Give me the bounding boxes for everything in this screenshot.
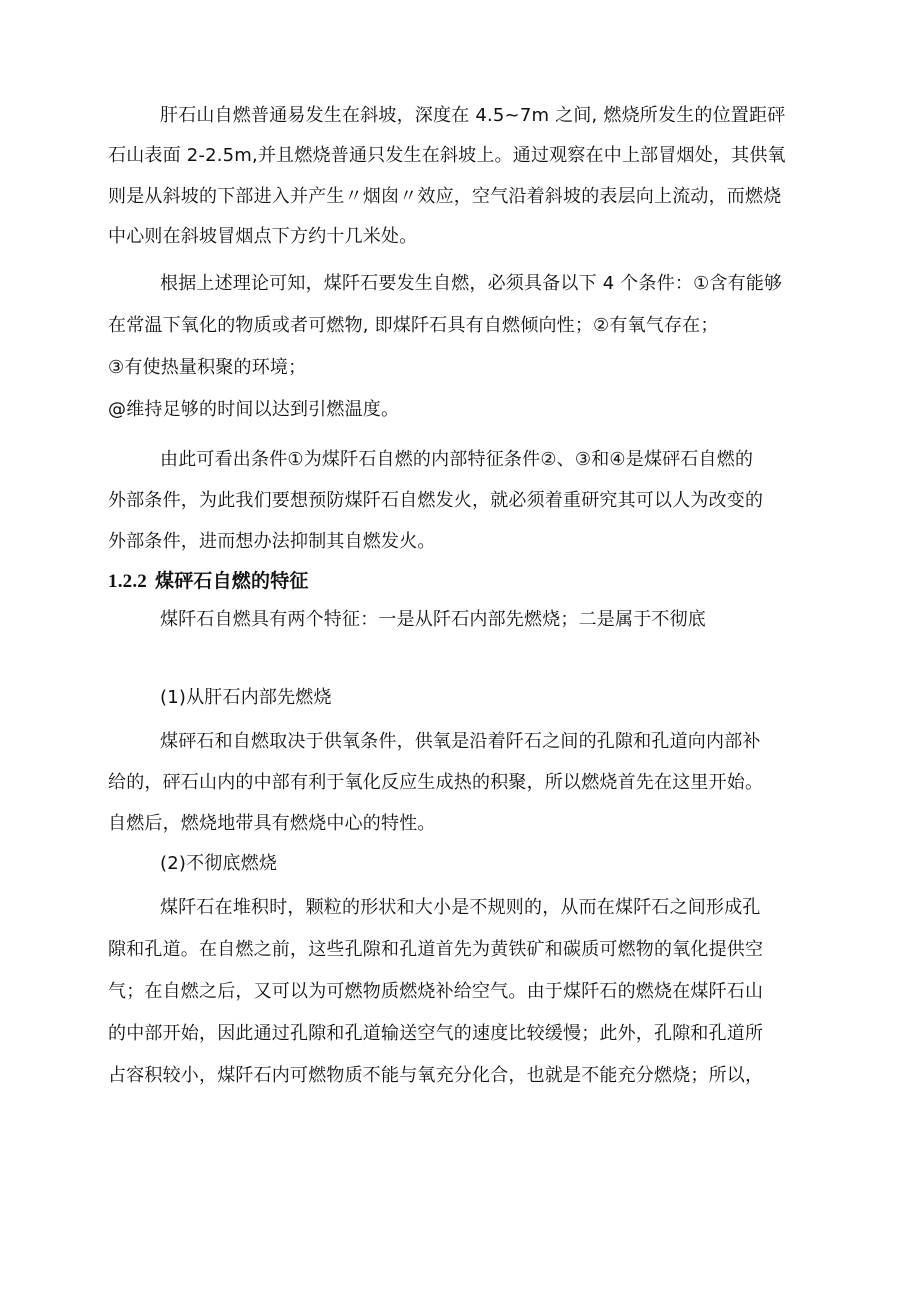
paragraph-2-line-1: 根据上述理论可知，煤阡石要发生自燃，必须具备以下 4 个条件：①含有能够 — [160, 273, 783, 294]
subheading-1: (1)从肝石内部先燃烧 — [160, 687, 332, 708]
paragraph-2-line-4: @维持足够的时间以达到引燃温度。 — [108, 399, 400, 420]
section-number: 1.2.2 — [108, 571, 147, 592]
paragraph-1-line-3: 则是从斜坡的下部进入并产生〃烟囱〃效应，空气沿着斜坡的表层向上流动，而燃烧 — [108, 186, 782, 207]
paragraph-4-line-1: 煤阡石自燃具有两个特征：一是从阡石内部先燃烧；二是属于不彻底 — [160, 609, 706, 630]
subheading-2: (2)不彻底燃烧 — [160, 853, 278, 874]
section-title: 煤砰石自燃的特征 — [155, 570, 309, 592]
paragraph-6-line-2: 隙和孔道。在自燃之前，这些孔隙和孔道首先为黄铁矿和碳质可燃物的氧化提供空 — [108, 939, 764, 960]
paragraph-6-line-4: 的中部开始，因此通过孔隙和孔道输送空气的速度比较缓慢；此外，孔隙和孔道所 — [108, 1023, 764, 1044]
section-heading — [108, 569, 848, 594]
paragraph-5-line-1: 煤砰石和自燃取决于供氧条件，供氧是沿着阡石之间的孔隙和孔道向内部补 — [160, 731, 761, 752]
paragraph-6-line-5: 占容积较小，煤阡石内可燃物质不能与氧充分化合，也就是不能充分燃烧；所以， — [108, 1065, 764, 1086]
paragraph-5-line-2: 给的，砰石山内的中部有利于氧化反应生成热的积聚，所以燃烧首先在这里开始。 — [108, 772, 764, 793]
paragraph-6-line-1: 煤阡石在堆积时，颗粒的形状和大小是不规则的，从而在煤阡石之间形成孔 — [160, 897, 761, 918]
paragraph-2-line-2: 在常温下氧化的物质或者可燃物, 即煤阡石具有自燃倾向性；②有氧气存在； — [108, 315, 719, 336]
paragraph-1-line-2: 石山表面 2-2.5m,并且燃烧普通只发生在斜坡上。通过观察在中上部冒烟处，其供氧 — [108, 145, 786, 166]
paragraph-2-line-3: ③有使热量积聚的环境； — [108, 357, 307, 378]
paragraph-5-line-3: 自燃后，燃烧地带具有燃烧中心的特性。 — [108, 813, 436, 834]
paragraph-3-line-3: 外部条件，进而想办法抑制其自燃发火。 — [108, 531, 436, 552]
paragraph-3-line-1: 由此可看出条件①为煤阡石自燃的内部特征条件②、③和④是煤砰石自燃的 — [160, 449, 754, 470]
paragraph-1-line-4: 中心则在斜坡冒烟点下方约十几米处。 — [108, 226, 418, 247]
paragraph-1-line-1: 肝石山自燃普通易发生在斜坡，深度在 4.5~7m 之间, 燃烧所发生的位置距砰 — [160, 105, 786, 126]
paragraph-6-line-3: 气；在自燃之后，又可以为可燃物质燃烧补给空气。由于煤阡石的燃烧在煤阡石山 — [108, 981, 764, 1002]
paragraph-3-line-2: 外部条件，为此我们要想预防煤阡石自燃发火，就必须着重研究其可以人为改变的 — [108, 490, 764, 511]
